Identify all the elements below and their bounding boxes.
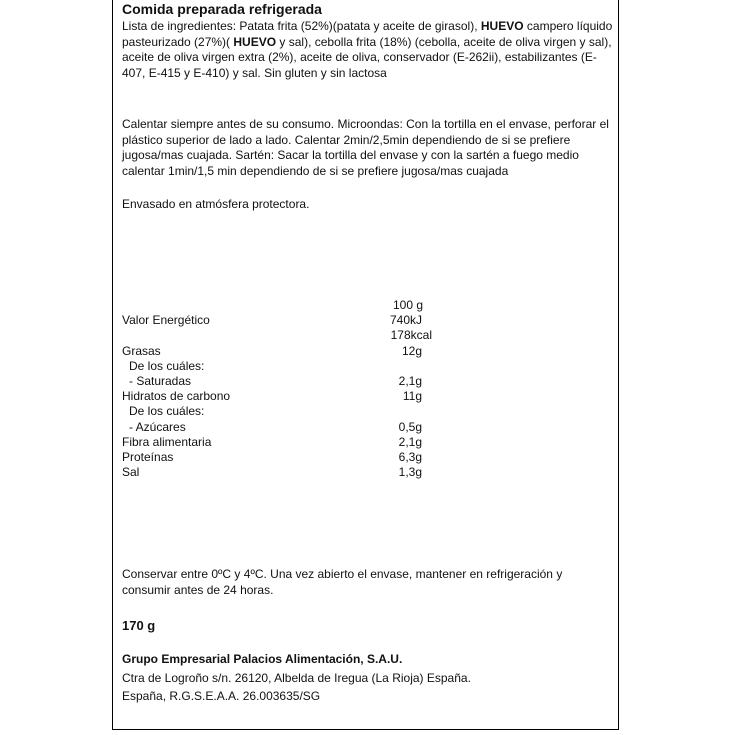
- nutrition-row: De los cuáles:: [129, 404, 205, 418]
- ingredients-text-3: y sal), cebolla frita (18%) (cebolla, aceite de oliva virgen y sal), aceite de oliva virgen extra (2%), aceite de oliva, conservador (E-262ii), estabilizantes (E-407, E-415 y E-410) y sal. Sin gluten y sin lactosa: [122, 34, 612, 80]
- storage-instructions: Conservar entre 0ºC y 4ºC. Una vez abierto el envase, mantener en refrigeración y consumir antes de 24 horas.: [122, 567, 563, 597]
- ingredients-text-2: campero líquido pasteurizado (27%)(: [122, 19, 613, 49]
- nutrition-row: De los cuáles:: [129, 359, 205, 373]
- nutrition-row: 178kcal: [390, 328, 432, 342]
- nutrition-row: Sal 1,3g: [122, 465, 422, 479]
- nutrition-row: - Azúcares 0,5g: [129, 420, 422, 434]
- nutrition-per-100g: 100 g: [392, 298, 423, 312]
- nutrition-row: Proteínas 6,3g: [122, 450, 422, 464]
- net-weight: 170 g: [122, 618, 156, 633]
- allergen-egg-1: HUEVO: [480, 19, 524, 33]
- company-address: Ctra de Logroño s/n. 26120, Albelda de Iregua (La Rioja) España.: [122, 671, 471, 685]
- packaging-note: Envasado en atmósfera protectora.: [122, 197, 310, 211]
- nutrition-row: Grasas 12g: [122, 344, 422, 358]
- nutrition-header: [122, 298, 422, 313]
- allergen-egg-2: HUEVO: [233, 34, 277, 49]
- nutrition-row: Fibra alimentaria 2,1g: [122, 435, 422, 449]
- company-registry: España, R.G.S.E.A.A. 26.003635/SG: [122, 689, 321, 703]
- product-title: Comida preparada refrigerada: [122, 1, 322, 17]
- nutrition-row: Hidratos de carbono 11g: [122, 389, 422, 403]
- ingredients-list: [122, 19, 614, 81]
- company-name: Grupo Empresarial Palacios Alimentación, S.A.U.: [122, 652, 403, 666]
- heating-instructions: Calentar siempre antes de su consumo. Microondas: Con la tortilla en el envase, perforar el plástico superior de lado a lado. Calentar 2min/2,5min dependiendo de si se prefiere jugosa/mas cuajada. Sartén: Sacar la tortilla del envase y con la sartén a fuego medio calentar 1min/1,5 min dependiendo de si se prefiere jugosa/mas cuajada: [122, 117, 609, 178]
- nutrition-row: - Saturadas 2,1g: [129, 374, 422, 388]
- ingredients-text-1: Lista de ingredientes: Patata frita (52%)(patata y aceite de girasol),: [122, 19, 481, 33]
- nutrition-row: Valor Energético 740kJ: [122, 313, 422, 327]
